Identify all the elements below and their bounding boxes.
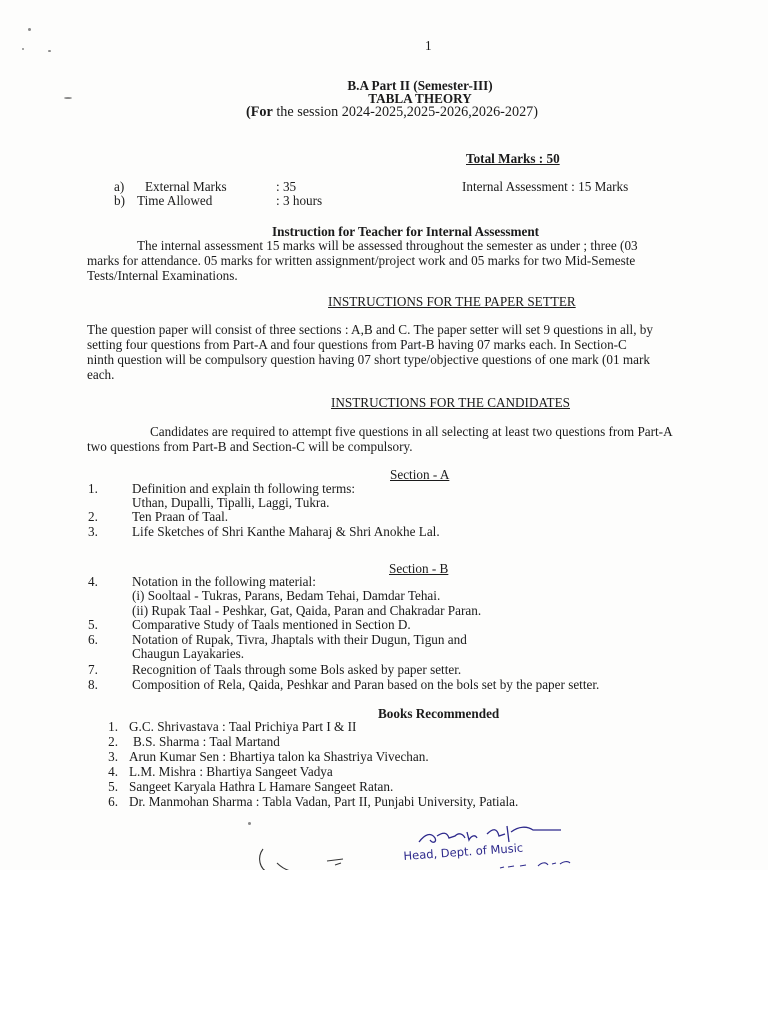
candidates-line: Candidates are required to attempt five questions in all selecting at least two questions from Part-A bbox=[150, 424, 673, 439]
book-number: 4. bbox=[108, 764, 118, 779]
section-a-item-text: Ten Praan of Taal. bbox=[132, 509, 229, 524]
books-heading: Books Recommended bbox=[378, 706, 500, 721]
paper-setter-line: The question paper will consist of three sections : A,B and C. The paper setter will set 9 questions in all, by bbox=[87, 322, 653, 337]
external-marks-label: External Marks bbox=[145, 179, 227, 194]
session-prefix: (For bbox=[246, 104, 273, 120]
book-number: 3. bbox=[108, 749, 118, 764]
book-number: 2. bbox=[108, 734, 118, 749]
section-a-item-text: Uthan, Dupalli, Tipalli, Laggi, Tukra. bbox=[132, 495, 330, 510]
section-b-item-number: 7. bbox=[88, 662, 98, 677]
session-text: the session 2024-2025,2025-2026,2026-2027) bbox=[272, 104, 539, 120]
section-a-item-number: 1. bbox=[88, 481, 98, 496]
time-allowed-label: Time Allowed bbox=[137, 193, 213, 208]
section-a-heading: Section - A bbox=[390, 467, 450, 482]
scan-speck bbox=[64, 97, 72, 99]
section-b-item-text: (i) Sooltaal - Tukras, Parans, Bedam Tehai, Damdar Tehai. bbox=[132, 588, 441, 603]
book-number: 5. bbox=[108, 779, 118, 794]
section-a-item-number: 2. bbox=[88, 509, 98, 524]
time-allowed-value: : 3 hours bbox=[276, 193, 323, 208]
section-a-item-text: Life Sketches of Shri Kanthe Maharaj & Shri Anokhe Lal. bbox=[132, 524, 440, 539]
paper-setter-line: ninth question will be compulsory question having 07 short type/objective questions of one mark (01 mark bbox=[87, 352, 650, 367]
session-line bbox=[246, 105, 538, 120]
section-a-item-number: 3. bbox=[88, 524, 98, 539]
book-number: 1. bbox=[108, 719, 118, 734]
scan-speck bbox=[28, 28, 31, 31]
marks-a-label: a) bbox=[114, 179, 125, 194]
internal-assessment: Internal Assessment : 15 Marks bbox=[462, 179, 629, 194]
section-b-item-number: 8. bbox=[88, 677, 98, 692]
paper-setter-heading: INSTRUCTIONS FOR THE PAPER SETTER bbox=[328, 294, 576, 309]
scan-speck bbox=[22, 48, 24, 50]
book-entry: G.C. Shrivastava : Taal Prichiya Part I & II bbox=[129, 719, 357, 734]
department-stamp: Head, Dept. of Music bbox=[403, 840, 524, 863]
book-entry: B.S. Sharma : Taal Martand bbox=[133, 734, 280, 749]
paper-setter-line: each. bbox=[87, 367, 115, 382]
teacher-instruction-line: marks for attendance. 05 marks for written assignment/project work and 05 marks for two Mid-Semeste bbox=[87, 253, 636, 268]
blank-bottom-area bbox=[0, 870, 768, 1024]
section-b-item-text: Notation in the following material: bbox=[132, 574, 316, 589]
paper-setter-line: setting four questions from Part-A and four questions from Part-B having 07 marks each. In Section-C bbox=[87, 337, 627, 352]
section-b-item-text: Notation of Rupak, Tivra, Jhaptals with their Dugun, Tigun and bbox=[132, 632, 467, 647]
section-b-item-text: Comparative Study of Taals mentioned in Section D. bbox=[132, 617, 411, 632]
section-b-item-number: 6. bbox=[88, 632, 98, 647]
book-entry: L.M. Mishra : Bhartiya Sangeet Vadya bbox=[129, 764, 333, 779]
section-b-item-text: (ii) Rupak Taal - Peshkar, Gat, Qaida, Paran and Chakradar Paran. bbox=[132, 603, 482, 618]
book-number: 6. bbox=[108, 794, 118, 809]
section-b-item-text: Composition of Rela, Qaida, Peshkar and Paran based on the bols set by the paper setter. bbox=[132, 677, 600, 692]
scan-speck bbox=[48, 50, 51, 52]
book-entry: Sangeet Karyala Hathra L Hamare Sangeet Ratan. bbox=[129, 779, 394, 794]
candidates-line: two questions from Part-B and Section-C will be compulsory. bbox=[87, 439, 413, 454]
section-b-item-number: 4. bbox=[88, 574, 98, 589]
marks-b-label: b) bbox=[114, 193, 125, 208]
section-b-heading: Section - B bbox=[389, 561, 449, 576]
teacher-instruction-line: Tests/Internal Examinations. bbox=[87, 268, 238, 283]
teacher-instruction-line: The internal assessment 15 marks will be assessed throughout the semester as under ; three (03 bbox=[137, 238, 638, 253]
book-entry: Arun Kumar Sen : Bhartiya talon ka Shastriya Vivechan. bbox=[129, 749, 429, 764]
page-number: 1 bbox=[425, 38, 432, 53]
section-b-item-text: Recognition of Taals through some Bols asked by paper setter. bbox=[132, 662, 462, 677]
section-b-item-text: Chaugun Layakaries. bbox=[132, 646, 245, 661]
candidates-heading: INSTRUCTIONS FOR THE CANDIDATES bbox=[331, 395, 570, 410]
total-marks: Total Marks : 50 bbox=[466, 151, 560, 166]
teacher-instruction-heading: Instruction for Teacher for Internal Assessment bbox=[272, 224, 540, 239]
section-b-item-number: 5. bbox=[88, 617, 98, 632]
subject-title: TABLA THEORY bbox=[368, 91, 472, 106]
course-title: B.A Part II (Semester-III) bbox=[347, 78, 493, 93]
book-entry: Dr. Manmohan Sharma : Tabla Vadan, Part II, Punjabi University, Patiala. bbox=[129, 794, 519, 809]
section-a-item-text: Definition and explain th following terms: bbox=[132, 481, 356, 496]
external-marks-value: : 35 bbox=[276, 179, 297, 194]
scan-speck bbox=[248, 822, 251, 825]
stamp-fragment bbox=[498, 858, 573, 870]
